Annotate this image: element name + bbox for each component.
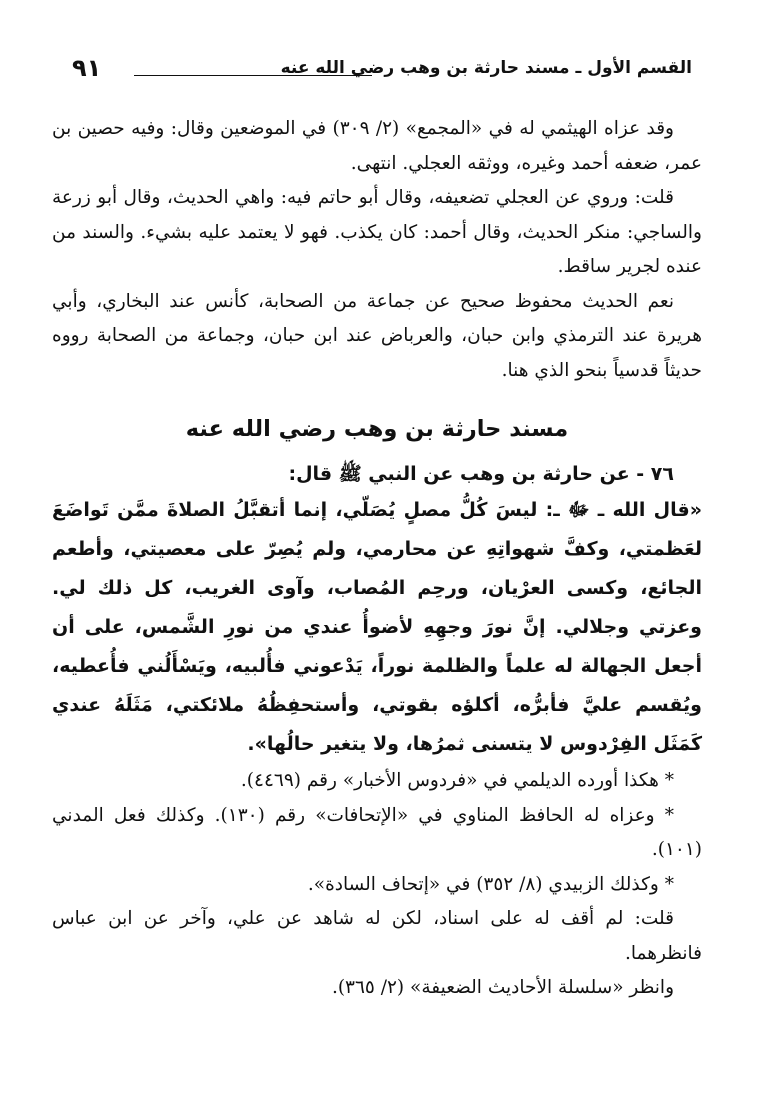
paragraph-supporting-narrations: نعم الحديث محفوظ صحيح عن جماعة من الصحابة، كأنس عند البخاري، وأبي هريرة عند الترمذي وابن حبان، والعرباض عند ابن حبان، وجماعة من الصحابة رووه حديثاً قدسياً بنحو الذي هنا. <box>52 290 702 381</box>
page-number: ٩١ <box>72 54 102 82</box>
note-munawi: * وعزاه له الحافظ المناوي في «الإتحافات» رقم (١٣٠). وكذلك فعل المدني (١٠١). <box>52 804 702 860</box>
note-zabidi: * وكذلك الزبيدي (٨/ ٣٥٢) في «إتحاف السادة». <box>307 873 674 895</box>
hadith-text: «قال الله ـ ﷻ ـ: ليسَ كُلُّ مصلٍ يُصَلّي، إنما أتقبَّلُ الصلاةَ ممَّن تَواضَعَ لعَظمتي، وكفَّ شهواتِهِ عن محارمي، ولم يُصِرّ على معصيتي، وأطعم الجائع، وكسى العرْيان، ورحِم المُصاب، وآوى الغريب، كل ذلك لي. وعزتي وجلالي. إنَّ نورَ وجهِهِ لأضوأُ عندي من نورِ الشَّمس، على أن أجعل الجهالة له علماً والظلمة نوراً، يَدْعوني فأُلبيه، ويَسْأَلُني فأُعطيه، ويُقسم عليَّ فأبرُّه، أكلؤه بقوتي، وأستحفِظُهُ ملائكتي، مَثَلَهُ عندي كَمَثَل الفِرْدوس لا يتسنى ثمرُها، ولا يتغير حالُها». <box>52 499 702 755</box>
running-title: القسم الأول ـ مسند حارثة بن وهب رضي الله عنه <box>280 58 692 78</box>
note-no-isnad: قلت: لم أقف له على اسناد، لكن له شاهد عن علي، وآخر عن ابن عباس فانظرهما. <box>52 908 702 964</box>
paragraph-narrator-criticism: قلت: وروي عن العجلي تضعيفه، وقال أبو حاتم فيه: واهي الحديث، وقال أبو زرعة والساجي: منكر الحديث، وقال أحمد: كان يكذب. فهو لا يعتمد عليه بشيء. والسند من عنده لجرير ساقط. <box>52 187 702 277</box>
hadith-heading: ٧٦ - عن حارثة بن وهب عن النبي ﷺ قال: <box>288 462 674 485</box>
page-header <box>72 54 692 94</box>
page-body <box>52 112 702 1006</box>
note-silsila: وانظر «سلسلة الأحاديث الضعيفة» (٢/ ٣٦٥). <box>331 977 674 998</box>
section-title: مسند حارثة بن وهب رضي الله عنه <box>185 416 569 442</box>
paragraph-majma-reference: وقد عزاه الهيثمي له في «المجمع» (٢/ ٣٠٩) في الموضعين وقال: وفيه حصين بن عمر، ضعفه أحمد وغيره، ووثقه العجلي. انتهى. <box>52 118 702 174</box>
header-rule <box>134 75 372 76</box>
note-daylami: * هكذا أورده الديلمي في «فردوس الأخبار» رقم (٤٤٦٩). <box>240 770 674 791</box>
